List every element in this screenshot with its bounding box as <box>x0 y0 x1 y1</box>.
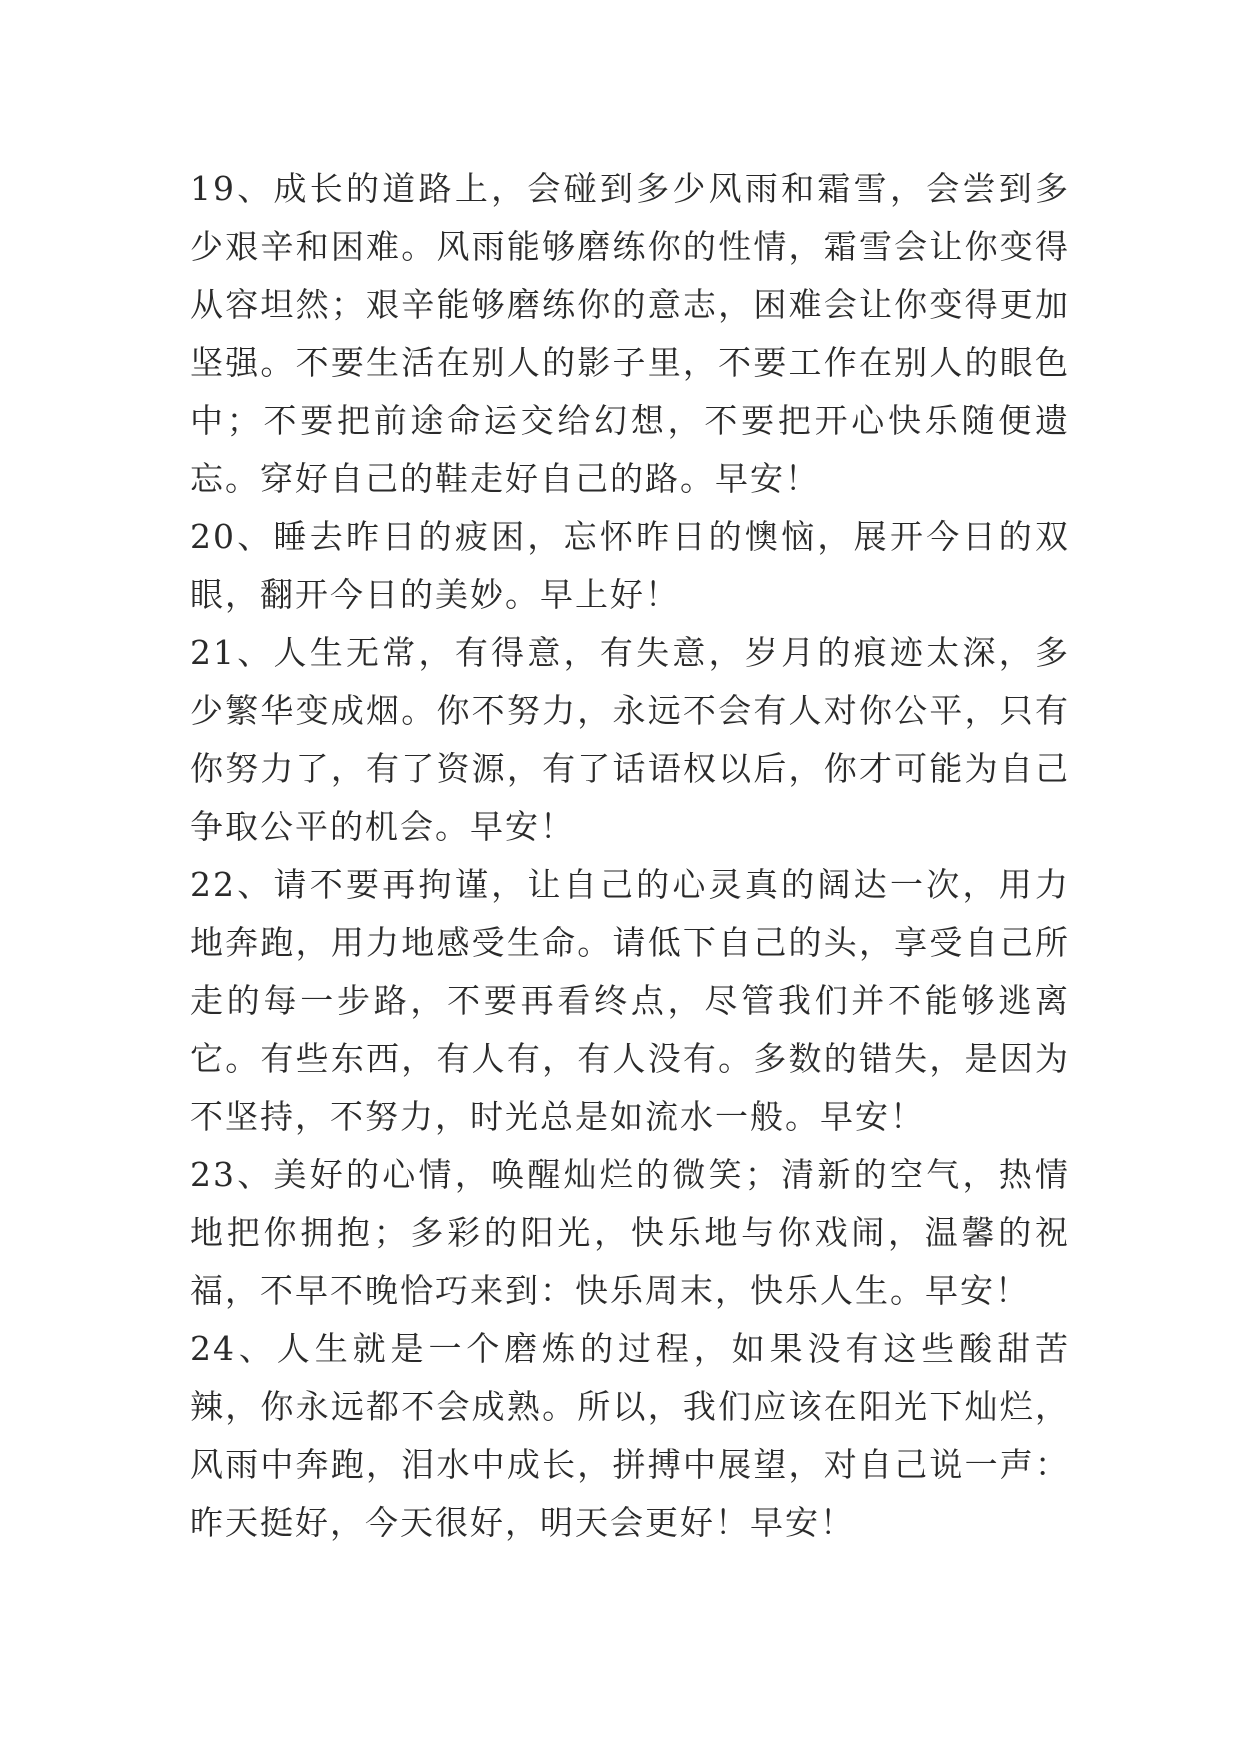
paragraph-19: 19、成长的道路上，会碰到多少风雨和霜雪，会尝到多少艰辛和困难。风雨能够磨练你的性情，霜雪会让你变得从容坦然；艰辛能够磨练你的意志，困难会让你变得更加坚强。不要生活在别人的影子里，不要工作在别人的眼色中；不要把前途命运交给幻想，不要把开心快乐随便遗忘。穿好自己的鞋走好自己的路。早安！ <box>190 169 1070 498</box>
document-body <box>190 160 1070 1552</box>
paragraph-24: 24、人生就是一个磨炼的过程，如果没有这些酸甜苦辣，你永远都不会成熟。所以，我们应该在阳光下灿烂，风雨中奔跑，泪水中成长，拼搏中展望，对自己说一声：昨天挺好，今天很好，明天会更好！早安！ <box>190 1329 1070 1542</box>
paragraph-23: 23、美好的心情，唤醒灿烂的微笑；清新的空气，热情地把你拥抱；多彩的阳光，快乐地与你戏闹，温馨的祝福，不早不晚恰巧来到：快乐周末，快乐人生。早安！ <box>190 1155 1070 1310</box>
paragraph-21: 21、人生无常，有得意，有失意，岁月的痕迹太深，多少繁华变成烟。你不努力，永远不会有人对你公平，只有你努力了，有了资源，有了话语权以后，你才可能为自己争取公平的机会。早安！ <box>190 633 1070 846</box>
paragraph-20: 20、睡去昨日的疲困，忘怀昨日的懊恼，展开今日的双眼，翻开今日的美妙。早上好！ <box>190 517 1070 614</box>
paragraph-22: 22、请不要再拘谨，让自己的心灵真的阔达一次，用力地奔跑，用力地感受生命。请低下自己的头，享受自己所走的每一步路，不要再看终点，尽管我们并不能够逃离它。有些东西，有人有，有人没有。多数的错失，是因为不坚持，不努力，时光总是如流水一般。早安！ <box>190 865 1070 1136</box>
